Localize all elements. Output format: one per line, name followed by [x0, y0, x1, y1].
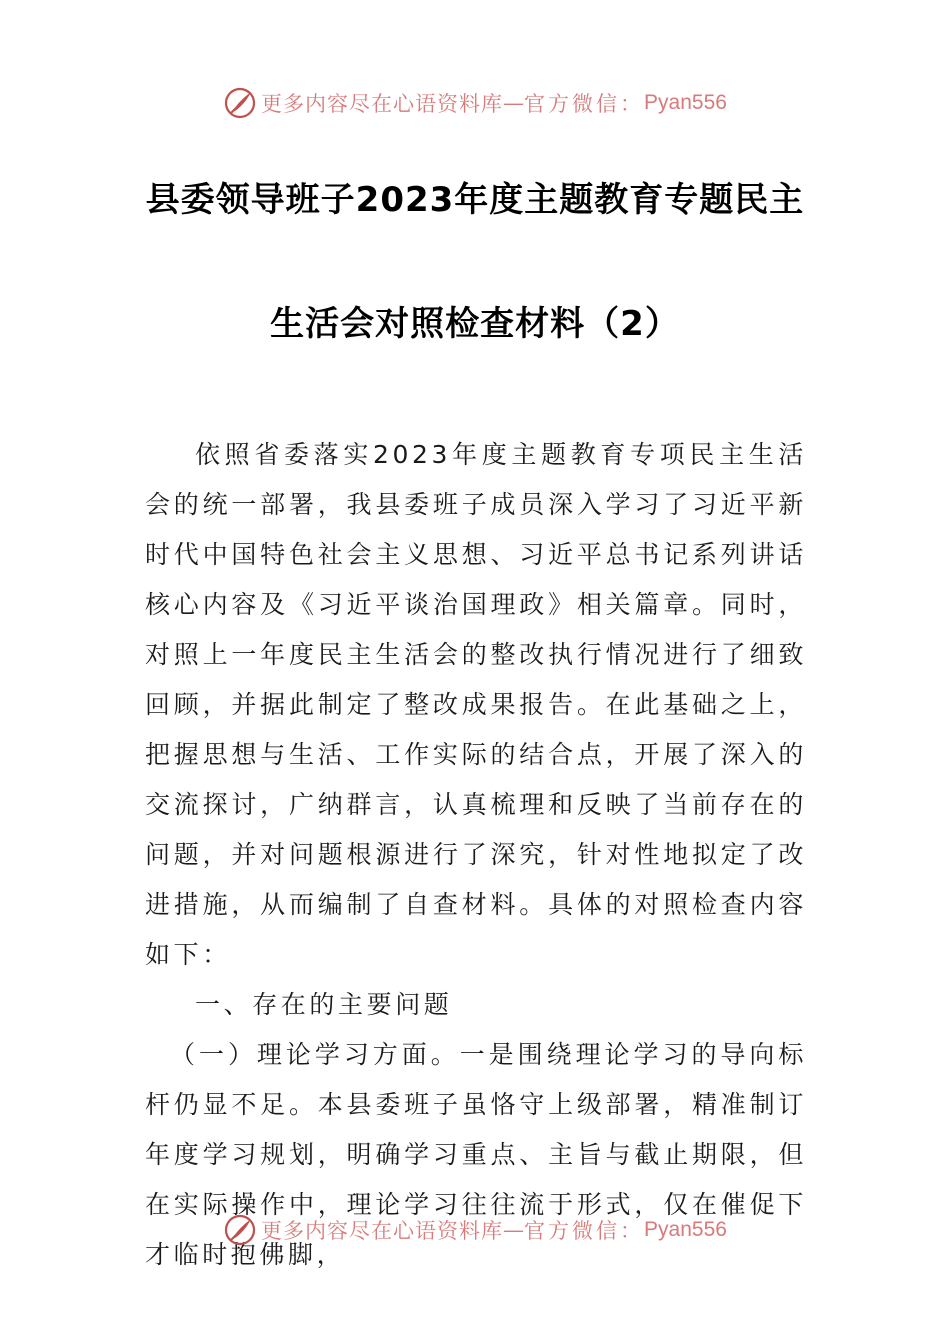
document-title-line-2: 生活会对照检查材料（2） [270, 304, 680, 344]
header-watermark-banner [0, 83, 950, 123]
section-paragraph: （一）理论学习方面。一是围绕理论学习的导向标杆仍显不足。本县委班子虽恪守上级部署，精准制订年度学习规划，明确学习重点、主旨与截止期限，但在实际操作中，理论学习往往流于形式，仅在催促下才临时抱佛脚， [145, 1040, 807, 1269]
document-body [145, 430, 807, 1280]
banner-official-label: 官方微信： [524, 92, 645, 116]
section-heading: 一、存在的主要问题 [195, 990, 453, 1019]
banner-wechat-id: Pyan556 [644, 91, 727, 114]
banner-wechat-id: Pyan556 [644, 1218, 727, 1241]
banner-official-label: 官方微信： [524, 1219, 645, 1243]
banner-separator: — [503, 91, 525, 115]
document-title-line-1: 县委领导班子2023年度主题教育专题民主 [145, 180, 805, 220]
quill-logo-icon [223, 86, 257, 120]
banner-separator: — [503, 1218, 525, 1242]
intro-paragraph: 依照省委落实2023年度主题教育专项民主生活会的统一部署，我县委班子成员深入学习了习近平新时代中国特色社会主义思想、习近平总书记系列讲话核心内容及《习近平谈治国理政》相关篇章。同时，对照上一年度民主生活会的整改执行情况进行了细致回顾，并据此制定了整改成果报告。在此基础之上，把握思想与生活、工作实际的结合点，开展了深入的交流探讨，广纳群言，认真梳理和反映了当前存在的问题，并对问题根源进行了深究，针对性地拟定了改进措施，从而编制了自查材料。具体的对照检查内容如下： [145, 440, 807, 969]
banner-slogan: 更多内容尽在心语资料库 [261, 92, 504, 116]
banner-slogan: 更多内容尽在心语资料库 [261, 1219, 504, 1243]
footer-watermark-banner [0, 1210, 950, 1250]
quill-logo-icon [223, 1213, 257, 1247]
